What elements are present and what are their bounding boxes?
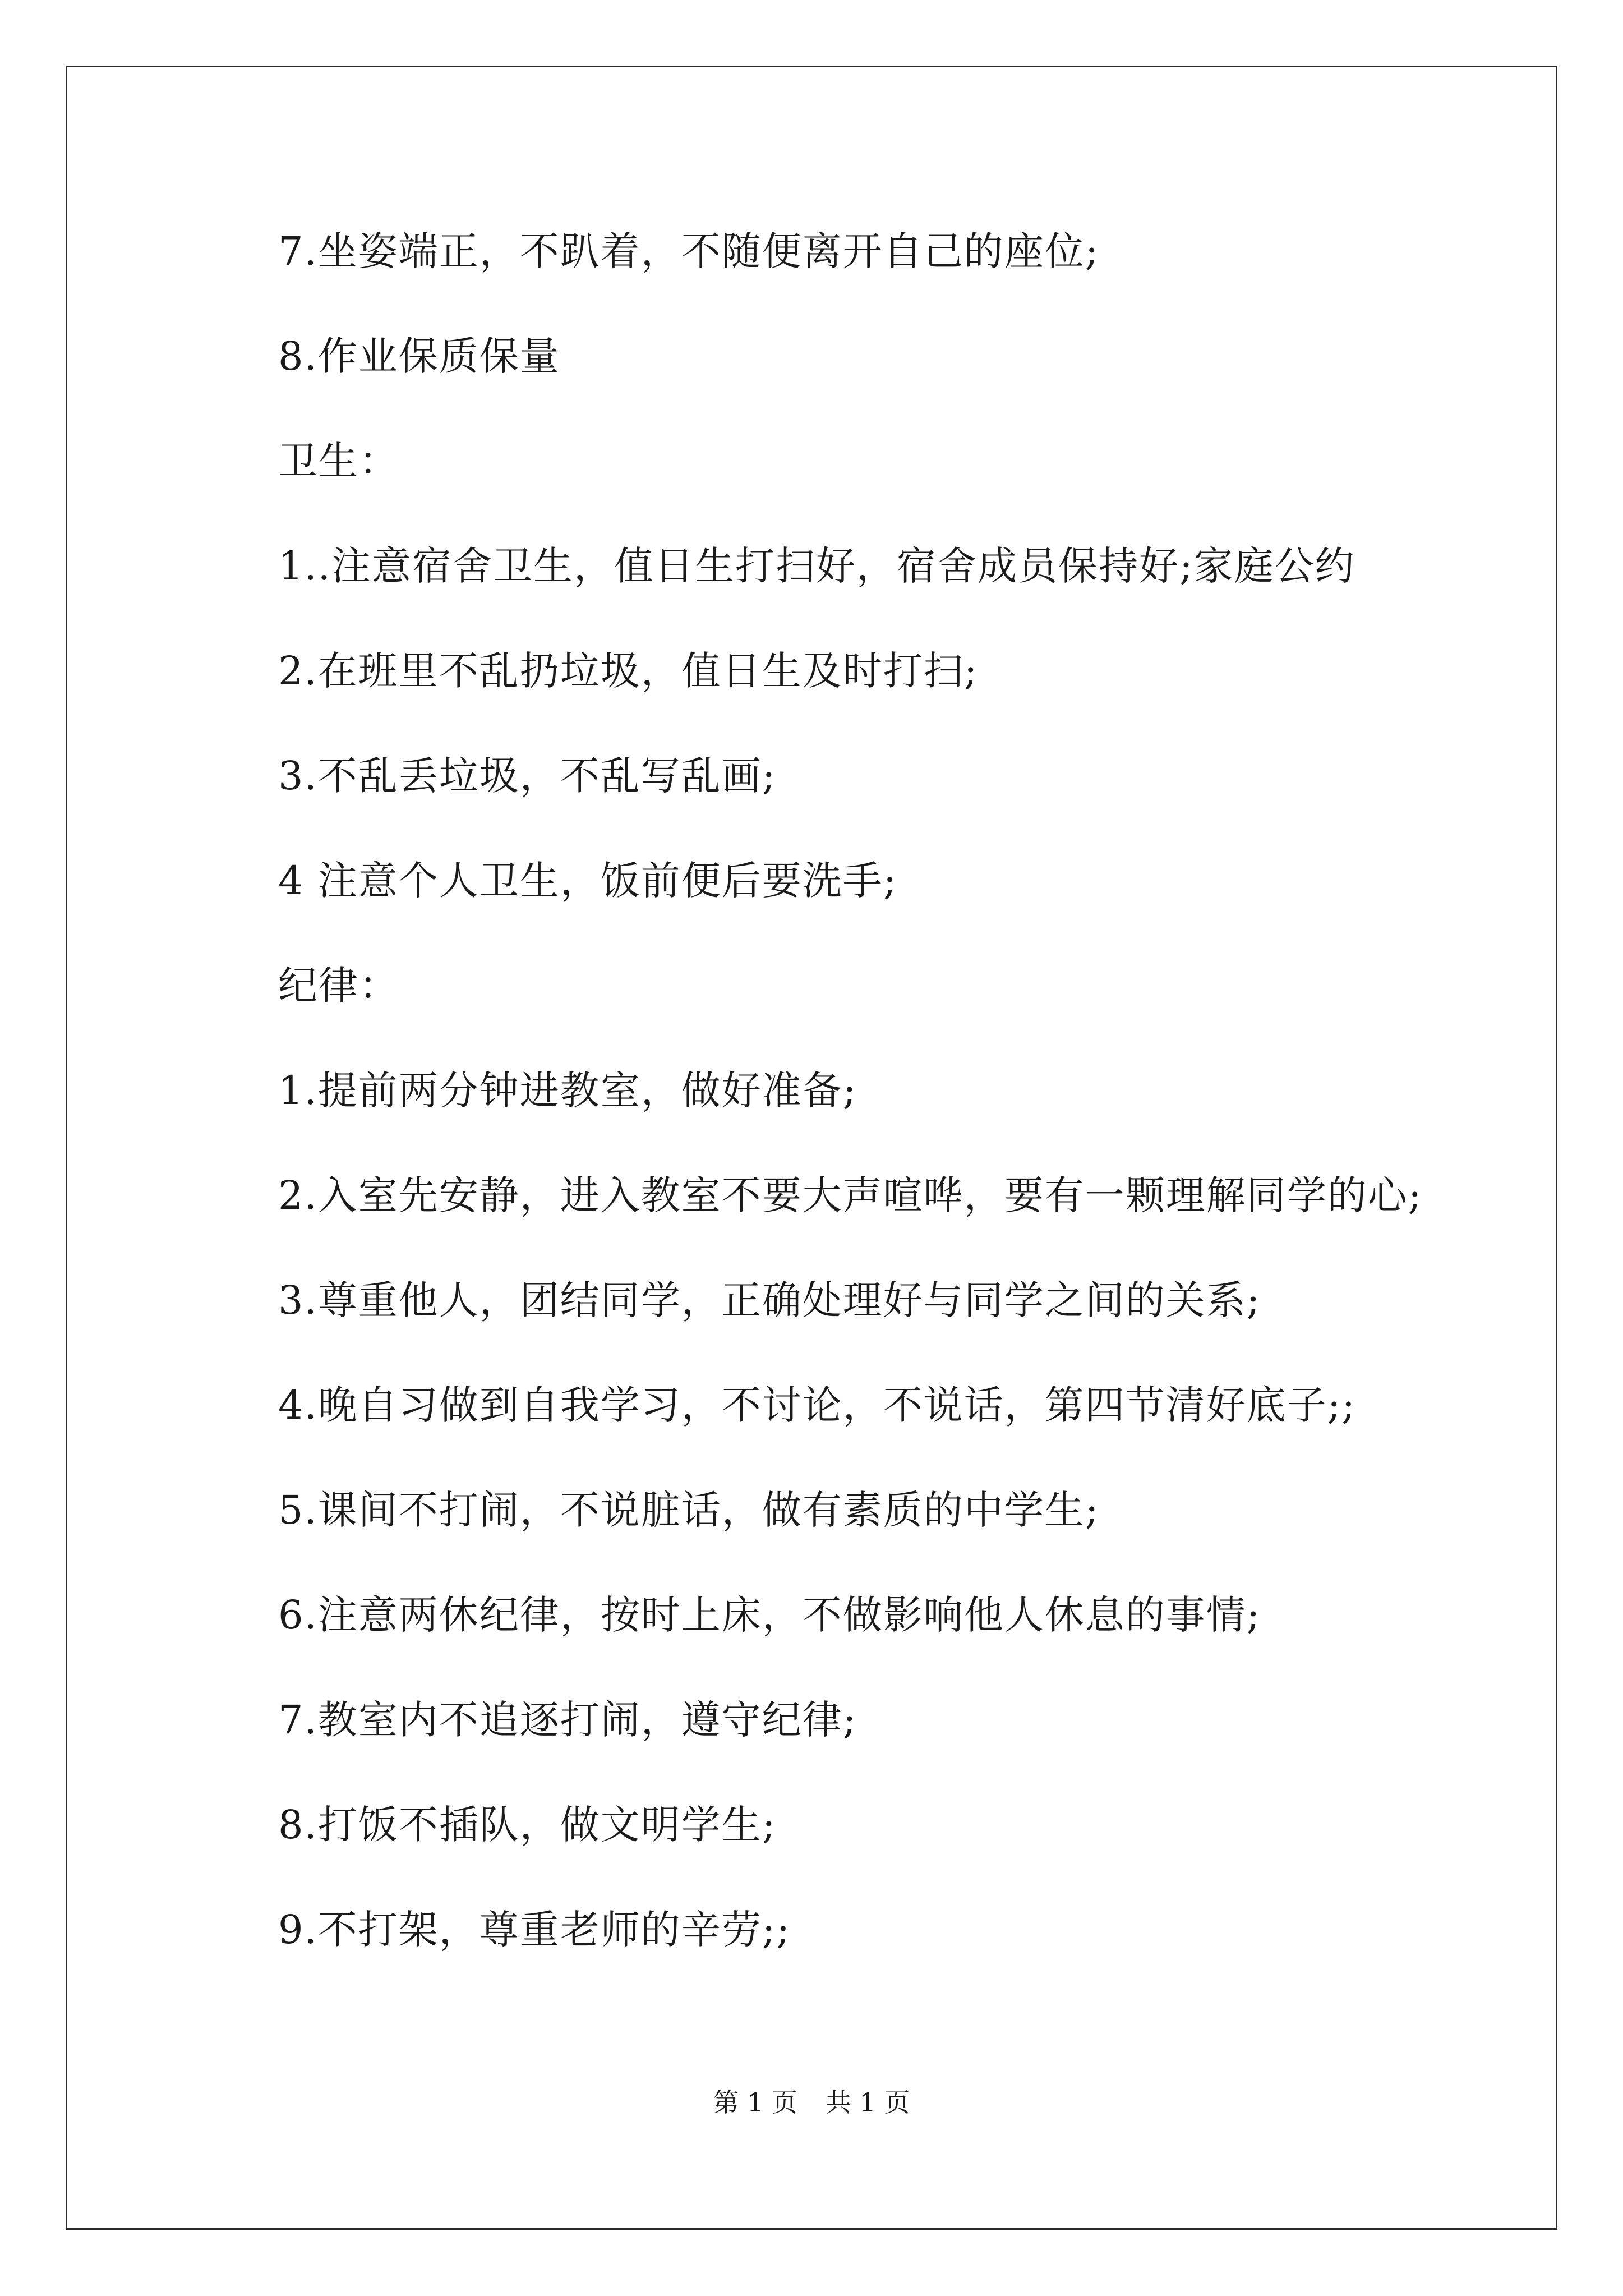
text-line: 4 注意个人卫生，饭前便后要洗手; [278,858,898,904]
document-body [278,218,1512,2001]
text-line: 7.教室内不追逐打闹，遵守纪律; [278,1697,857,1743]
text-line: 7.坐姿端正，不趴着，不随便离开自己的座位; [278,228,1100,274]
section-heading-discipline: 纪律： [278,963,399,1009]
text-line: 3.尊重他人，团结同学，正确处理好与同学之间的关系; [278,1277,1261,1323]
page-number: 第 1 页 [713,2087,797,2118]
text-line: 1..注意宿舍卫生，值日生打扫好，宿舍成员保持好;家庭公约 [278,543,1355,589]
text-line: 2.入室先安静，进入教室不要大声喧哗，要有一颗理解同学的心; [278,1172,1423,1218]
page-total: 共 1 页 [826,2087,910,2118]
text-line: 6.注意两休纪律，按时上床，不做影响他人休息的事情; [278,1592,1261,1638]
text-line: 8.打饭不插队，做文明学生; [278,1802,777,1848]
text-line: 3.不乱丢垃圾，不乱写乱画; [278,753,777,799]
section-heading-hygiene: 卫生： [278,438,399,484]
text-line: 1.提前两分钟进教室，做好准备; [278,1068,857,1114]
text-line: 2.在班里不乱扔垃圾，值日生及时打扫; [278,648,979,694]
text-line: 9.不打架，尊重老师的辛劳;; [278,1907,791,1953]
text-line: 8.作业保质保量 [278,333,560,379]
page-footer [0,2082,1623,2119]
text-line: 4.晚自习做到自我学习，不讨论，不说话，第四节清好底子;; [278,1382,1356,1428]
text-line: 5.课间不打闹，不说脏话，做有素质的中学生; [278,1487,1100,1533]
